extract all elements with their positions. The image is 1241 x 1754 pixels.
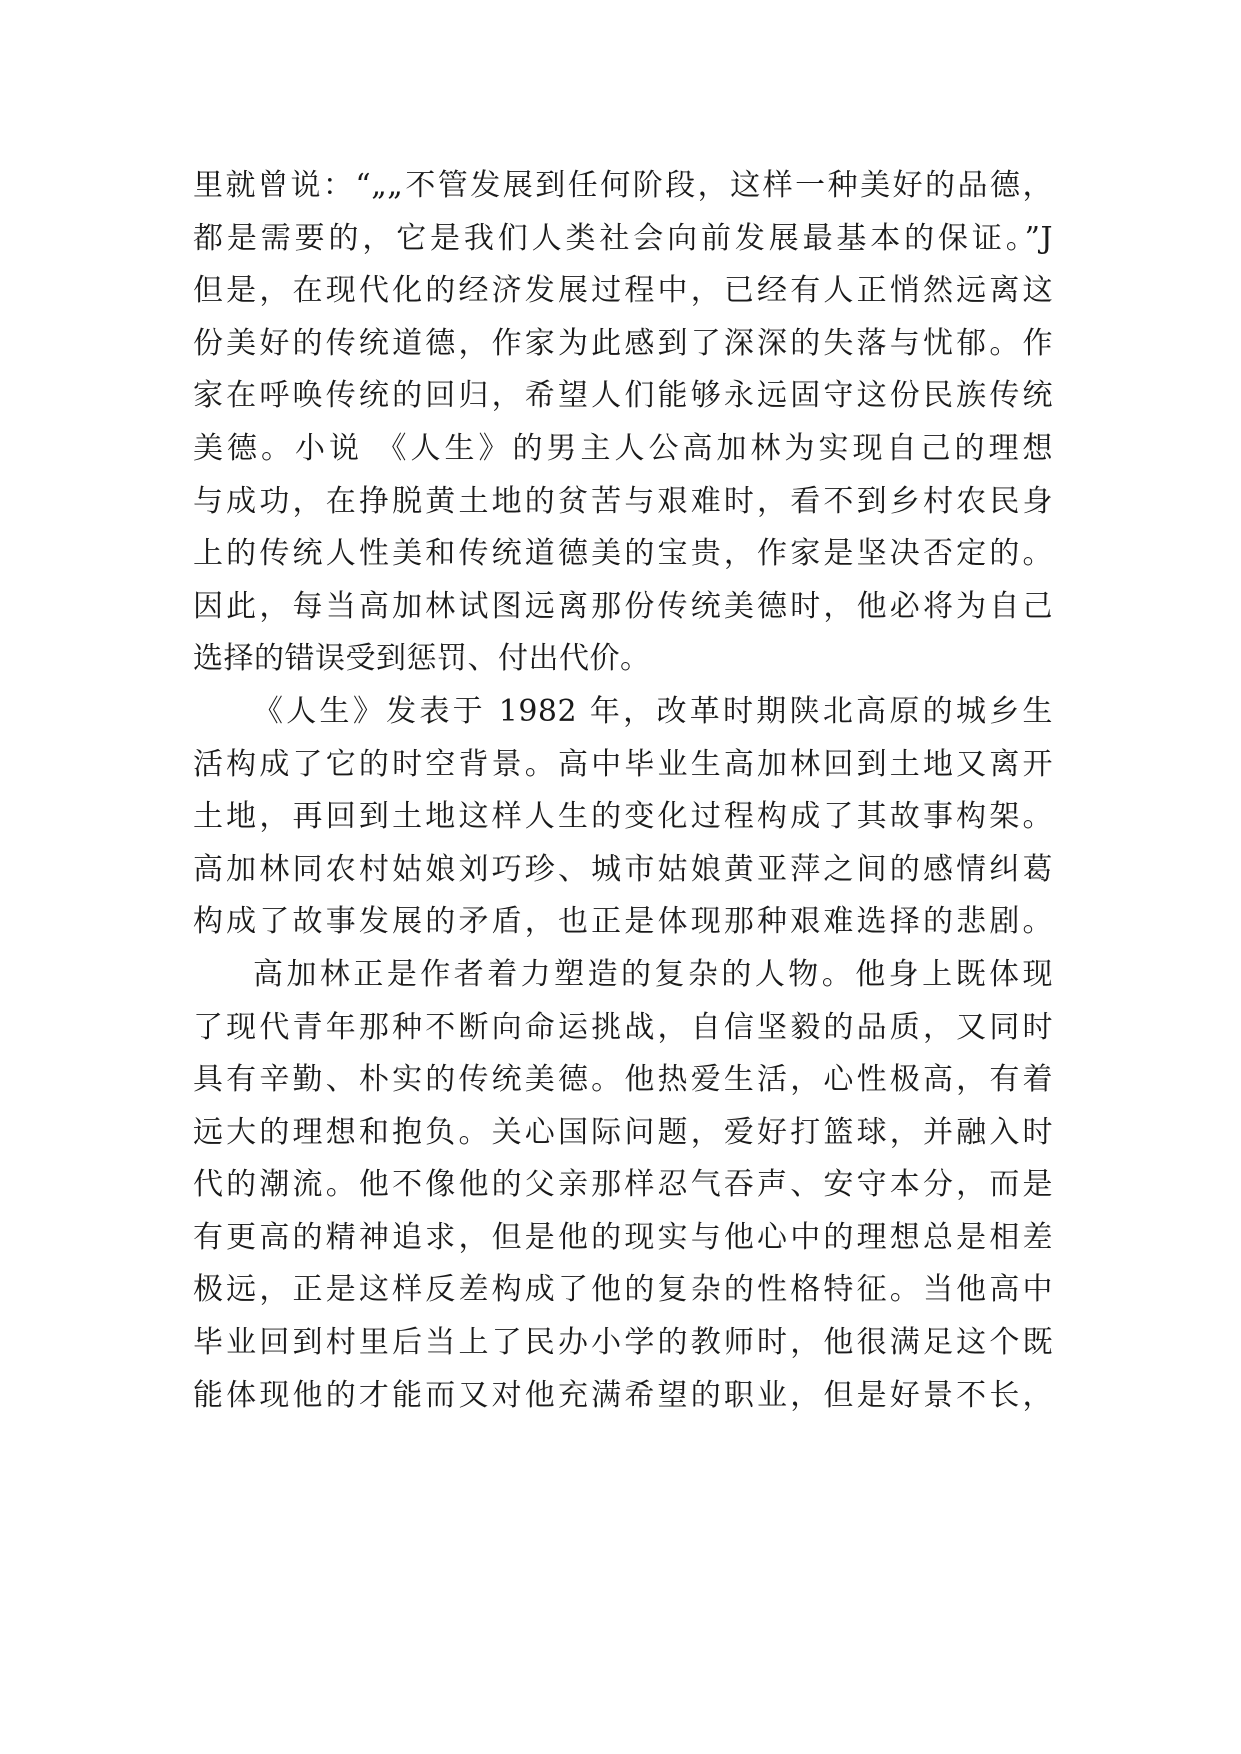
text-line: 选择的错误受到惩罚、付出代价。 [193,641,651,677]
text-line: 极远，正是这样反差构成了他的复杂的性格特征。当他高中 [193,1272,1053,1308]
text-line: 能体现他的才能而又对他充满希望的职业，但是好景不长， [193,1377,1053,1413]
document-page [193,160,1053,1422]
text-line: 活构成了它的时空背景。高中毕业生高加林回到土地又离开 [193,746,1053,782]
text-line: 土地，再回到土地这样人生的变化过程构成了其故事构架。 [193,799,1053,835]
text-line: 了现代青年那种不断向命运挑战，自信坚毅的品质，又同时 [193,1009,1053,1045]
text-line: 里就曾说：“„„不管发展到任何阶段，这样一种美好的品德， [193,168,1053,203]
paragraph-start-line: 《人生》发表于 1982 年，改革时期陕北高原的城乡生 [253,693,1053,729]
text-line: 美德。小说 《人生》的男主人公高加林为实现自己的理想 [193,430,1053,466]
text-line: 都是需要的，它是我们人类社会向前发展最基本的保证。”J [193,220,1053,256]
text-line: 毕业回到村里后当上了民办小学的教师时，他很满足这个既 [193,1325,1053,1361]
text-line: 家在呼唤传统的回归，希望人们能够永远固守这份民族传统 [193,378,1053,414]
text-line: 上的传统人性美和传统道德美的宝贵，作家是坚决否定的。 [193,536,1053,572]
paragraph-start-line: 高加林正是作者着力塑造的复杂的人物。他身上既体现 [253,956,1053,992]
text-line: 具有辛勤、朴实的传统美德。他热爱生活，心性极高，有着 [193,1062,1053,1098]
text-line: 代的潮流。他不像他的父亲那样忍气吞声、安守本分，而是 [193,1167,1053,1203]
text-line: 高加林同农村姑娘刘巧珍、城市姑娘黄亚萍之间的感情纠葛 [193,851,1053,887]
text-line: 构成了故事发展的矛盾，也正是体现那种艰难选择的悲剧。 [193,904,1053,940]
text-line: 与成功，在挣脱黄土地的贫苦与艰难时，看不到乡村农民身 [193,483,1053,519]
text-line: 但是，在现代化的经济发展过程中，已经有人正悄然远离这 [193,273,1053,309]
text-line: 有更高的精神追求，但是他的现实与他心中的理想总是相差 [193,1219,1053,1255]
text-line: 因此，每当高加林试图远离那份传统美德时，他必将为自己 [193,588,1053,624]
text-line: 远大的理想和抱负。关心国际问题，爱好打篮球，并融入时 [193,1114,1053,1150]
text-line: 份美好的传统道德，作家为此感到了深深的失落与忧郁。作 [193,325,1053,361]
